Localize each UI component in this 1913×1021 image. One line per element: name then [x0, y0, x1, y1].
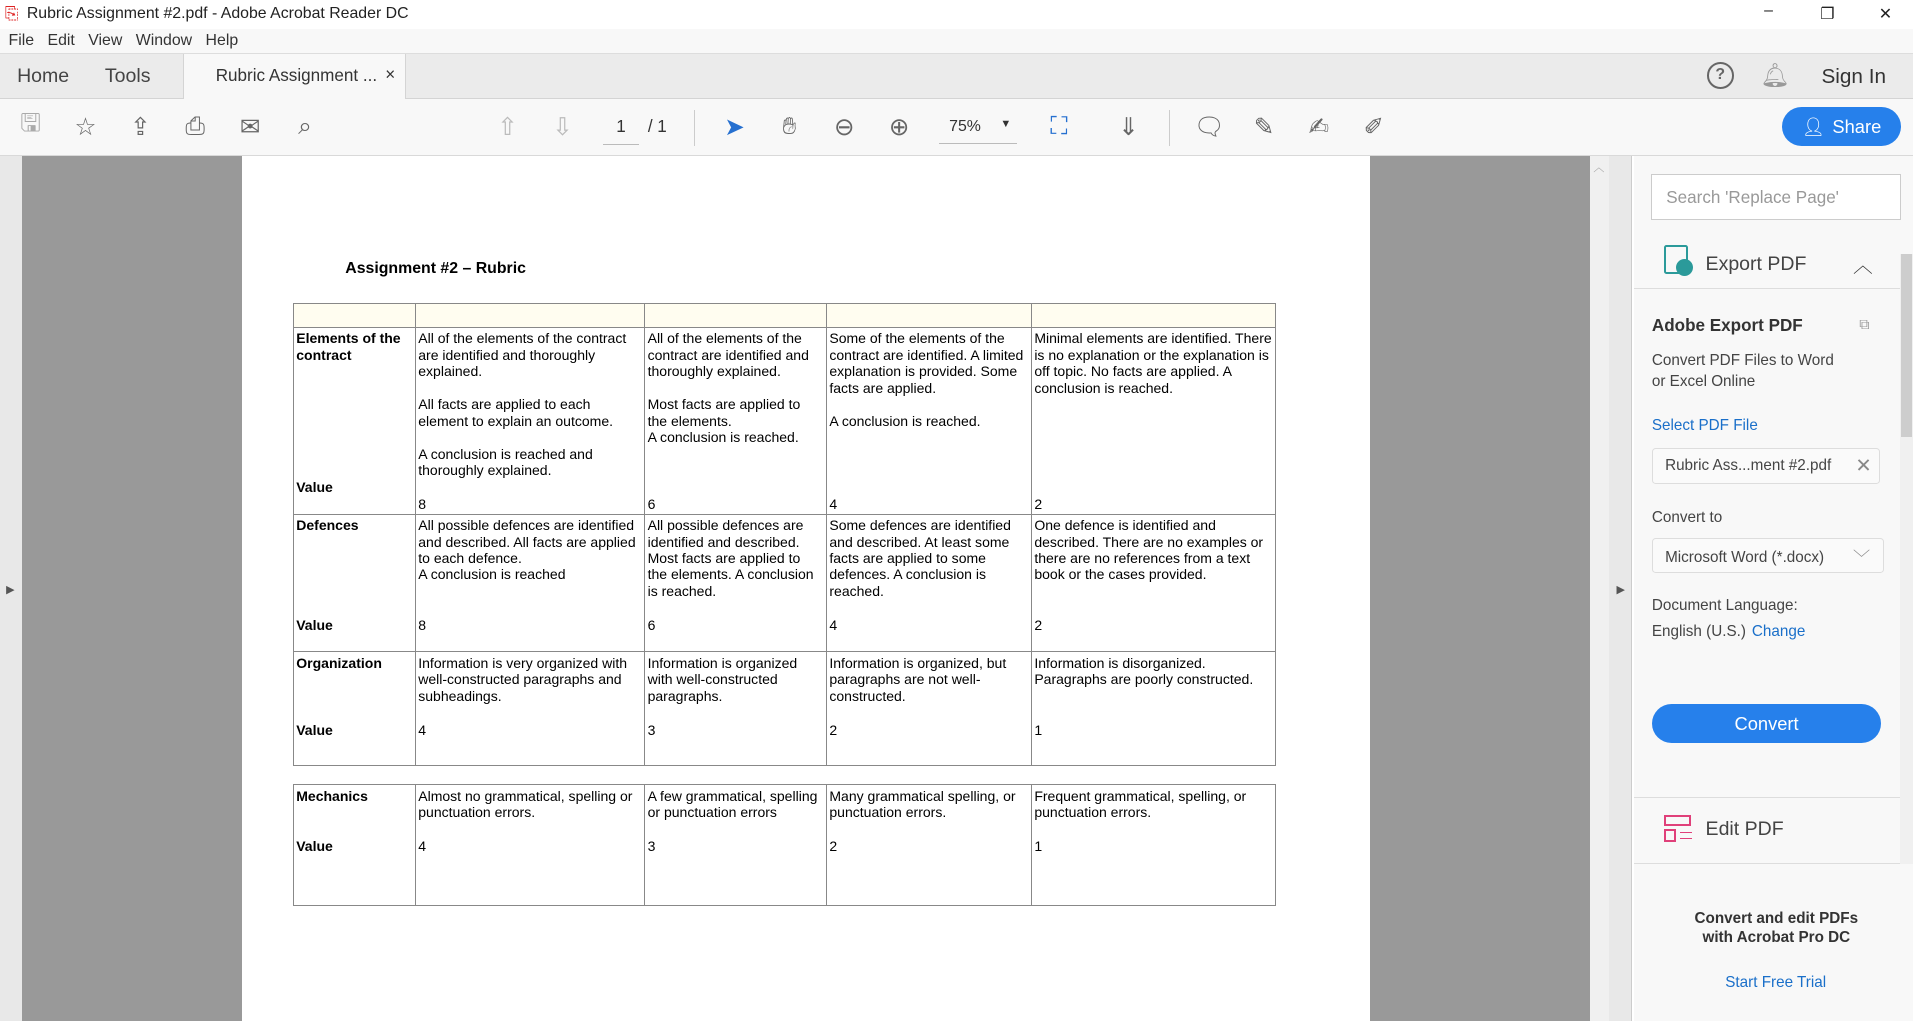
- table-row: [293, 327, 1275, 514]
- cell-text: All possible defences are identified and described. Most facts are applied to the elements. A conclusion is reached.: [647, 517, 814, 599]
- cell-value: 3: [647, 837, 656, 854]
- criterion-label: Organization: [296, 654, 382, 671]
- cell-value: 2: [829, 721, 838, 738]
- cell-value: 4: [418, 721, 427, 738]
- table-row: [293, 652, 1275, 765]
- cell-value: 2: [1034, 496, 1043, 513]
- title-bar: [0, 0, 1913, 29]
- share-label: Share: [1832, 115, 1882, 137]
- convert-format-select[interactable]: [1652, 538, 1884, 573]
- sign-in-link[interactable]: Sign In: [1821, 64, 1887, 88]
- cell-text: All of the elements of the contract are identified and thoroughly explained. All facts are applied to each element to explain an outcome. A conclusion is reached and thoroughly explained.: [418, 330, 627, 479]
- cell-value: 3: [647, 721, 656, 738]
- add-user-icon: 👤︎: [1801, 115, 1826, 137]
- menu-bar: [0, 29, 1913, 53]
- document-title: Assignment #2 – Rubric: [345, 259, 526, 277]
- rubric-table-mechanics: [293, 784, 1276, 906]
- edit-pdf-label: Edit PDF: [1705, 818, 1784, 841]
- search-icon[interactable]: ⌕: [298, 112, 312, 140]
- cell-value: 4: [829, 496, 838, 513]
- chevron-down-icon: ▼: [1000, 118, 1012, 131]
- scroll-mode-icon[interactable]: ⇓: [1118, 113, 1139, 141]
- document-scrollbar[interactable]: ︿: [1590, 156, 1610, 1021]
- menu-edit[interactable]: Edit: [47, 32, 75, 50]
- expand-left-icon: ▶: [6, 584, 15, 597]
- tab-document-label: Rubric Assignment ...: [215, 65, 378, 85]
- previous-page-icon[interactable]: ⇧: [497, 113, 518, 141]
- zoom-out-icon[interactable]: ⊖: [834, 113, 855, 141]
- edit-pdf-icon: [1664, 815, 1693, 844]
- tab-home[interactable]: Home: [17, 64, 70, 87]
- right-tools-panel: [1634, 156, 1913, 1021]
- cell-text: Some defences are identified and described. At least some facts are applied to some defences. A conclusion is reached.: [829, 517, 1011, 599]
- page-total: / 1: [647, 117, 667, 137]
- menu-help[interactable]: Help: [205, 32, 239, 50]
- cell-value: 2: [1034, 617, 1043, 634]
- right-pane-toggle[interactable]: [1609, 156, 1632, 1021]
- convert-button[interactable]: Convert: [1652, 704, 1881, 743]
- toolbar: [0, 99, 1913, 156]
- upload-cloud-icon[interactable]: ⇪: [130, 113, 151, 141]
- menu-view[interactable]: View: [88, 32, 123, 50]
- doc-language-value: English (U.S.): [1651, 623, 1746, 641]
- cell-text: Information is disorganized. Paragraphs are poorly constructed.: [1034, 654, 1254, 688]
- minimize-button[interactable]: –: [1764, 2, 1773, 20]
- cell-value: 8: [418, 496, 427, 513]
- menu-window[interactable]: Window: [135, 32, 193, 50]
- convert-format-value: Microsoft Word (*.docx): [1665, 548, 1825, 566]
- cell-text: All possible defences are identified and described. All facts are applied to each defence. A conclusion is reached: [418, 517, 636, 583]
- cell-value: 4: [829, 617, 838, 634]
- rubric-table: [293, 303, 1276, 766]
- cell-text: Many grammatical spelling, or punctuation errors.: [829, 787, 1016, 821]
- save-icon[interactable]: 🖫: [20, 110, 41, 138]
- doc-language-label: Document Language:: [1651, 596, 1798, 614]
- value-label: Value: [296, 837, 333, 854]
- close-window-button[interactable]: ✕: [1878, 5, 1893, 23]
- zoom-select[interactable]: [939, 111, 1017, 144]
- select-cursor-icon[interactable]: ➤: [724, 113, 745, 141]
- tools-search-input[interactable]: [1651, 174, 1901, 219]
- value-label: Value: [296, 617, 333, 634]
- zoom-in-icon[interactable]: ⊕: [888, 113, 910, 141]
- cell-text: Some of the elements of the contract are identified. A limited explanation is provided. Some facts are applied. A conclusion is reached.: [829, 330, 1024, 429]
- cell-text: All of the elements of the contract are identified and thoroughly explained. Most facts are applied to the elements. A conclusion is reached.: [647, 330, 809, 446]
- export-pdf-icon: [1664, 245, 1688, 274]
- panel-scrollbar[interactable]: [1900, 254, 1913, 864]
- panel-heading: Adobe Export PDF: [1651, 315, 1803, 335]
- left-pane-toggle[interactable]: [0, 156, 22, 1021]
- menu-file[interactable]: File: [8, 32, 35, 50]
- value-label: Value: [296, 479, 333, 496]
- cell-text: Almost no grammatical, spelling or punctuation errors.: [418, 787, 633, 821]
- zoom-value: 75%: [949, 118, 981, 136]
- convert-to-label: Convert to: [1651, 508, 1723, 526]
- chevron-up-icon[interactable]: ︿: [1853, 255, 1873, 278]
- email-icon[interactable]: ✉: [239, 113, 261, 141]
- criterion-label: Defences: [296, 517, 359, 534]
- fit-page-icon[interactable]: ⛶: [1050, 112, 1068, 140]
- print-icon[interactable]: ⎙: [185, 112, 205, 140]
- cell-text: A few grammatical, spelling or punctuation errors: [647, 787, 818, 821]
- cell-value: 1: [1034, 837, 1043, 854]
- table-row: [293, 514, 1275, 652]
- cell-value: 2: [829, 837, 838, 854]
- tab-tools[interactable]: Tools: [104, 64, 151, 87]
- star-icon[interactable]: ☆: [74, 113, 97, 141]
- fill-sign-icon[interactable]: ✐: [1363, 113, 1384, 141]
- cell-value: 6: [647, 617, 656, 634]
- highlight-pen-icon[interactable]: ✎: [1253, 113, 1275, 141]
- bell-icon[interactable]: 🔔︎: [1760, 61, 1790, 88]
- hand-tool-icon[interactable]: ✋︎: [782, 112, 797, 140]
- next-page-icon[interactable]: ⇩: [552, 113, 573, 141]
- cell-value: 6: [647, 496, 656, 513]
- edit-pdf-tool[interactable]: [1634, 797, 1900, 864]
- cell-value: 1: [1034, 721, 1043, 738]
- criterion-label: Elements of the contract: [296, 330, 401, 363]
- comment-icon[interactable]: 🗨︎: [1193, 113, 1225, 141]
- online-service-icon: ⧉: [1859, 317, 1870, 334]
- cell-text: Minimal elements are identified. There is no explanation or the explanation is off topic. No facts are applied. A conclusion is reached.: [1034, 330, 1272, 396]
- value-label: Value: [296, 721, 333, 738]
- select-pdf-file-link[interactable]: Select PDF File: [1651, 417, 1758, 435]
- chevron-down-icon: ﹀: [1852, 548, 1871, 568]
- cell-text: Frequent grammatical, spelling, or punctuation errors.: [1034, 787, 1247, 821]
- export-pdf-title: Export PDF: [1705, 252, 1807, 275]
- sign-icon[interactable]: ✍︎: [1308, 113, 1330, 141]
- page-number-input[interactable]: 1: [603, 117, 640, 145]
- start-free-trial-link[interactable]: Start Free Trial: [1725, 973, 1827, 991]
- cell-value: 8: [418, 617, 427, 634]
- collapse-right-icon: ▶: [1616, 584, 1625, 597]
- cell-text: Information is organized, but paragraphs are not well-constructed.: [829, 654, 1007, 704]
- remove-file-icon[interactable]: ✕: [1855, 454, 1872, 477]
- file-name: Rubric Ass...ment #2.pdf: [1665, 457, 1832, 475]
- change-language-link[interactable]: Change: [1751, 623, 1806, 641]
- cell-text: Information is very organized with well-constructed paragraphs and subheadings.: [418, 654, 628, 704]
- cell-text: Information is organized with well-constructed paragraphs.: [647, 654, 798, 704]
- tab-close-icon[interactable]: ×: [385, 64, 396, 84]
- export-pdf-header[interactable]: [1634, 235, 1900, 289]
- restore-button[interactable]: ❐: [1820, 5, 1835, 23]
- help-icon[interactable]: ?: [1707, 62, 1734, 89]
- cell-value: 4: [418, 837, 427, 854]
- selected-file-field: [1652, 448, 1880, 485]
- promo-text: Convert and edit PDFs with Acrobat Pro DC: [1694, 909, 1859, 947]
- acrobat-logo-icon: ⎘: [4, 3, 19, 23]
- share-button[interactable]: [1782, 107, 1900, 146]
- cell-text: One defence is identified and described. There are no examples or there are no references from a text book or the cases provided.: [1034, 517, 1264, 583]
- window-title: Rubric Assignment #2.pdf - Adobe Acrobat Reader DC: [26, 4, 409, 22]
- tab-bar: [0, 54, 1913, 99]
- table-row: [293, 785, 1275, 906]
- tab-document[interactable]: [183, 54, 406, 100]
- search-placeholder: Search 'Replace Page': [1666, 187, 1839, 207]
- panel-description: Convert PDF Files to Word or Excel Online: [1651, 352, 1834, 391]
- criterion-label: Mechanics: [296, 787, 368, 804]
